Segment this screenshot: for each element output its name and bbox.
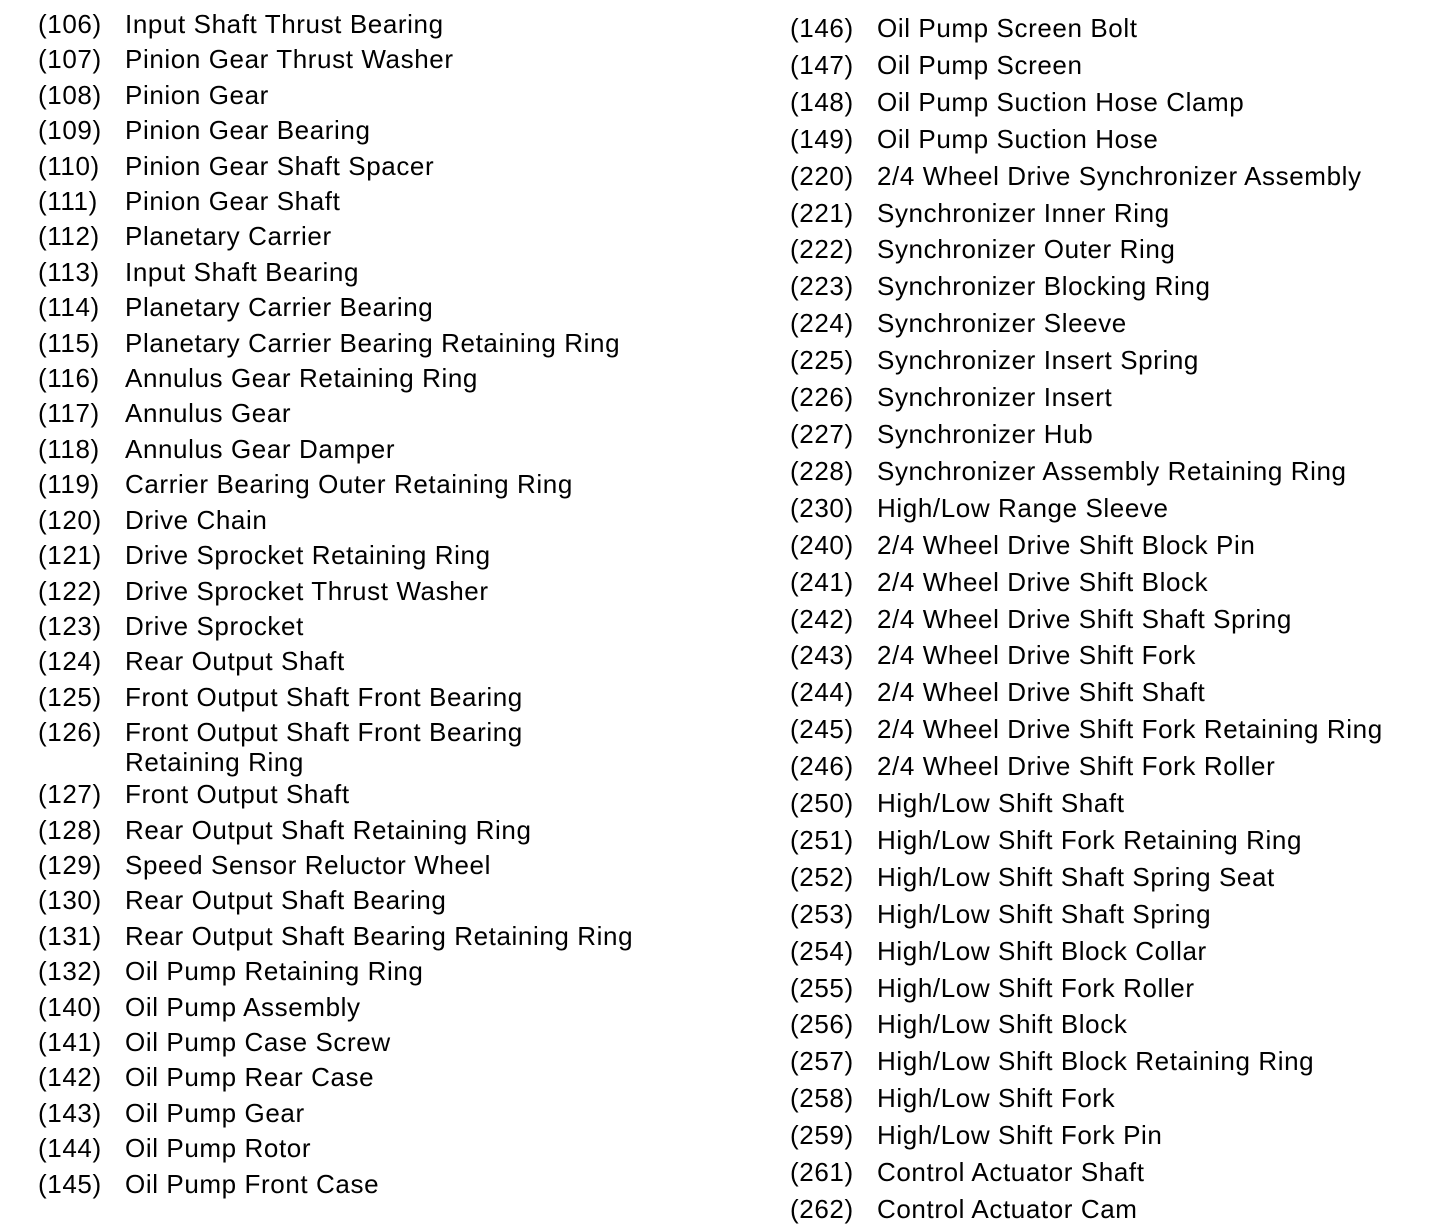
part-name: 2/4 Wheel Drive Shift Shaft (877, 677, 1206, 708)
legend-entry (38, 113, 738, 148)
part-name: Rear Output Shaft Bearing Retaining Ring (125, 920, 634, 951)
legend-entry (38, 1025, 738, 1060)
part-name: Annulus Gear (125, 398, 292, 429)
part-name: Oil Pump Suction Hose (877, 123, 1159, 154)
part-name: Front Output Shaft Front Bearing Retaining Ring (125, 717, 523, 778)
part-name: Carrier Bearing Outer Retaining Ring (125, 469, 573, 500)
part-name: Input Shaft Thrust Bearing (125, 9, 444, 39)
part-number: (117) (38, 398, 100, 429)
part-name: Synchronizer Inner Ring (877, 197, 1170, 228)
legend-entry (38, 919, 738, 954)
part-number: (220) (790, 160, 854, 191)
part-number: (122) (38, 575, 102, 606)
legend-entry (38, 574, 738, 609)
legend-entry (790, 379, 1450, 416)
legend-entry (790, 601, 1450, 638)
part-number: (243) (790, 640, 854, 671)
legend-entry (38, 149, 738, 184)
part-number: (252) (790, 861, 854, 892)
part-name: High/Low Shift Fork Roller (877, 972, 1195, 1003)
part-name: High/Low Shift Shaft Spring Seat (877, 861, 1275, 892)
part-number: (221) (790, 197, 854, 228)
part-number: (146) (790, 13, 854, 43)
part-name: High/Low Shift Fork (877, 1083, 1116, 1114)
legend-entry (38, 42, 738, 77)
part-number: (114) (38, 292, 100, 323)
part-name: Oil Pump Rear Case (125, 1062, 375, 1093)
legend-entry (790, 859, 1450, 896)
legend-entry (38, 396, 738, 431)
legend-entry (790, 970, 1450, 1007)
legend-entry (790, 195, 1450, 232)
part-number: (246) (790, 751, 854, 782)
legend-entry (38, 78, 738, 113)
part-number: (251) (790, 824, 854, 855)
legend-entry (790, 1080, 1450, 1117)
legend-entry (38, 715, 738, 777)
part-name: High/Low Range Sleeve (877, 492, 1169, 523)
legend-entry (790, 47, 1450, 84)
part-name: Synchronizer Insert (877, 382, 1113, 413)
part-number: (113) (38, 256, 100, 287)
part-name: 2/4 Wheel Drive Shift Block Pin (877, 529, 1256, 560)
part-number: (130) (38, 885, 102, 916)
legend-entry (38, 503, 738, 538)
part-number: (118) (38, 433, 100, 464)
part-name: 2/4 Wheel Drive Shift Fork Roller (877, 751, 1276, 782)
legend-entry (790, 1006, 1450, 1043)
legend-entry (38, 680, 738, 715)
part-name: 2/4 Wheel Drive Shift Block (877, 566, 1209, 597)
legend-entry (38, 609, 738, 644)
part-number: (119) (38, 469, 100, 500)
part-number: (110) (38, 150, 100, 181)
part-number: (244) (790, 677, 854, 708)
part-name: Speed Sensor Reluctor Wheel (125, 849, 491, 880)
part-name: Drive Sprocket Retaining Ring (125, 540, 491, 571)
part-name: Pinion Gear Bearing (125, 115, 371, 146)
part-number: (230) (790, 492, 854, 523)
legend-entry (38, 644, 738, 679)
part-name: Front Output Shaft Front Bearing (125, 681, 523, 712)
part-number: (222) (790, 234, 854, 265)
legend-entry (790, 342, 1450, 379)
part-number: (226) (790, 382, 854, 413)
part-number: (255) (790, 972, 854, 1003)
part-name: Oil Pump Front Case (125, 1168, 380, 1199)
legend-entry (790, 785, 1450, 822)
legend-entry (790, 564, 1450, 601)
part-name: High/Low Shift Fork Pin (877, 1120, 1163, 1151)
part-number: (140) (38, 991, 102, 1022)
legend-entry (790, 416, 1450, 453)
part-number: (106) (38, 9, 102, 39)
part-name: Pinion Gear (125, 79, 269, 110)
part-number: (143) (38, 1097, 102, 1128)
legend-entry (790, 1191, 1450, 1228)
part-number: (254) (790, 935, 854, 966)
part-number: (127) (38, 779, 102, 810)
legend-entry (38, 1096, 738, 1131)
legend-entry (38, 1167, 738, 1202)
part-number: (124) (38, 646, 102, 677)
part-name: Planetary Carrier Bearing (125, 292, 434, 323)
part-name: Oil Pump Retaining Ring (125, 956, 424, 987)
part-name: Oil Pump Screen (877, 49, 1083, 80)
part-number: (142) (38, 1062, 102, 1093)
part-number: (131) (38, 920, 102, 951)
part-name: Rear Output Shaft (125, 646, 345, 677)
legend-entry (38, 1060, 738, 1095)
part-number: (227) (790, 418, 854, 449)
part-name: Drive Sprocket Thrust Washer (125, 575, 489, 606)
part-name: Annulus Gear Retaining Ring (125, 363, 478, 394)
part-name: Oil Pump Assembly (125, 991, 361, 1022)
part-number: (253) (790, 898, 854, 929)
legend-entry (790, 748, 1450, 785)
legend-entry (38, 432, 738, 467)
part-name: Synchronizer Hub (877, 418, 1094, 449)
legend-entry (790, 637, 1450, 674)
part-number: (108) (38, 79, 102, 110)
part-name: 2/4 Wheel Drive Synchronizer Assembly (877, 160, 1362, 191)
legend-entry (38, 1131, 738, 1166)
part-number: (256) (790, 1009, 854, 1040)
part-number: (145) (38, 1168, 102, 1199)
legend-left-column (38, 7, 738, 1202)
legend-entry (38, 219, 738, 254)
legend-entry (38, 255, 738, 290)
part-name: Drive Sprocket (125, 610, 304, 641)
part-name: High/Low Shift Block (877, 1009, 1128, 1040)
part-name: Annulus Gear Damper (125, 433, 396, 464)
legend-entry (38, 538, 738, 573)
part-number: (115) (38, 327, 100, 358)
part-name: 2/4 Wheel Drive Shift Fork (877, 640, 1197, 671)
part-number: (257) (790, 1046, 854, 1077)
legend-entry (790, 1117, 1450, 1154)
part-name: Rear Output Shaft Retaining Ring (125, 814, 532, 845)
part-name: Synchronizer Assembly Retaining Ring (877, 455, 1347, 486)
part-name: Synchronizer Insert Spring (877, 345, 1199, 376)
part-name: High/Low Shift Shaft (877, 788, 1125, 819)
part-name: Control Actuator Shaft (877, 1157, 1145, 1188)
legend-entry (790, 933, 1450, 970)
part-name: Oil Pump Screen Bolt (877, 13, 1138, 43)
legend-entry (790, 490, 1450, 527)
part-number: (245) (790, 714, 854, 745)
part-number: (262) (790, 1194, 854, 1224)
legend-right-column (790, 10, 1450, 1228)
legend-entry (38, 777, 738, 812)
part-number: (261) (790, 1157, 854, 1188)
part-name: Input Shaft Bearing (125, 256, 359, 287)
legend-entry (790, 305, 1450, 342)
legend-entry (790, 674, 1450, 711)
part-number: (111) (38, 186, 98, 217)
part-number: (225) (790, 345, 854, 376)
legend-entry (38, 848, 738, 883)
part-number: (120) (38, 504, 102, 535)
part-name: Pinion Gear Thrust Washer (125, 44, 454, 75)
part-number: (141) (38, 1026, 102, 1057)
legend-entry (790, 1043, 1450, 1080)
part-name: High/Low Shift Block Collar (877, 935, 1207, 966)
part-number: (116) (38, 363, 100, 394)
legend-entry (38, 7, 738, 42)
legend-entry (38, 326, 738, 361)
part-number: (241) (790, 566, 854, 597)
legend-entry (790, 896, 1450, 933)
part-name: Synchronizer Sleeve (877, 308, 1127, 339)
legend-entry (790, 84, 1450, 121)
part-name: Pinion Gear Shaft Spacer (125, 150, 435, 181)
part-number: (125) (38, 681, 102, 712)
part-name: Control Actuator Cam (877, 1194, 1138, 1224)
part-name: Synchronizer Outer Ring (877, 234, 1176, 265)
legend-entry (38, 290, 738, 325)
part-name: Drive Chain (125, 504, 268, 535)
part-number: (258) (790, 1083, 854, 1114)
part-name: High/Low Shift Shaft Spring (877, 898, 1212, 929)
legend-entry (790, 121, 1450, 158)
legend-entry (790, 711, 1450, 748)
legend-entry (38, 361, 738, 396)
part-number: (121) (38, 540, 102, 571)
part-number: (240) (790, 529, 854, 560)
part-number: (109) (38, 115, 102, 146)
part-name: Oil Pump Gear (125, 1097, 305, 1128)
part-name: Oil Pump Rotor (125, 1133, 312, 1164)
legend-entry (38, 184, 738, 219)
part-name: 2/4 Wheel Drive Shift Shaft Spring (877, 603, 1292, 634)
part-number: (147) (790, 49, 854, 80)
part-number: (107) (38, 44, 102, 75)
part-number: (129) (38, 849, 102, 880)
part-name: Planetary Carrier (125, 221, 332, 252)
legend-entry (38, 467, 738, 502)
part-name: Synchronizer Blocking Ring (877, 271, 1211, 302)
legend-entry (790, 822, 1450, 859)
part-number: (126) (38, 717, 102, 748)
part-name: Front Output Shaft (125, 779, 350, 810)
part-number: (112) (38, 221, 100, 252)
legend-entry (38, 883, 738, 918)
legend-entry (790, 10, 1450, 47)
part-number: (228) (790, 455, 854, 486)
part-name: Planetary Carrier Bearing Retaining Ring (125, 327, 621, 358)
part-number: (242) (790, 603, 854, 634)
part-number: (144) (38, 1133, 102, 1164)
part-number: (224) (790, 308, 854, 339)
legend-entry (790, 527, 1450, 564)
legend-entry (38, 990, 738, 1025)
legend-entry (790, 453, 1450, 490)
legend-entry (38, 954, 738, 989)
legend-entry (790, 268, 1450, 305)
part-number: (148) (790, 86, 854, 117)
part-number: (259) (790, 1120, 854, 1151)
part-number: (128) (38, 814, 102, 845)
legend-entry (790, 158, 1450, 195)
part-number: (132) (38, 956, 102, 987)
part-name: High/Low Shift Fork Retaining Ring (877, 824, 1303, 855)
legend-entry (790, 1154, 1450, 1191)
legend-entry (38, 813, 738, 848)
part-name: Rear Output Shaft Bearing (125, 885, 447, 916)
legend-entry (790, 231, 1450, 268)
part-number: (250) (790, 788, 854, 819)
part-number: (123) (38, 610, 102, 641)
part-name: 2/4 Wheel Drive Shift Fork Retaining Ring (877, 714, 1383, 745)
part-name: High/Low Shift Block Retaining Ring (877, 1046, 1315, 1077)
part-name: Pinion Gear Shaft (125, 186, 341, 217)
part-name: Oil Pump Case Screw (125, 1026, 391, 1057)
part-number: (223) (790, 271, 854, 302)
part-name: Oil Pump Suction Hose Clamp (877, 86, 1245, 117)
part-number: (149) (790, 123, 854, 154)
